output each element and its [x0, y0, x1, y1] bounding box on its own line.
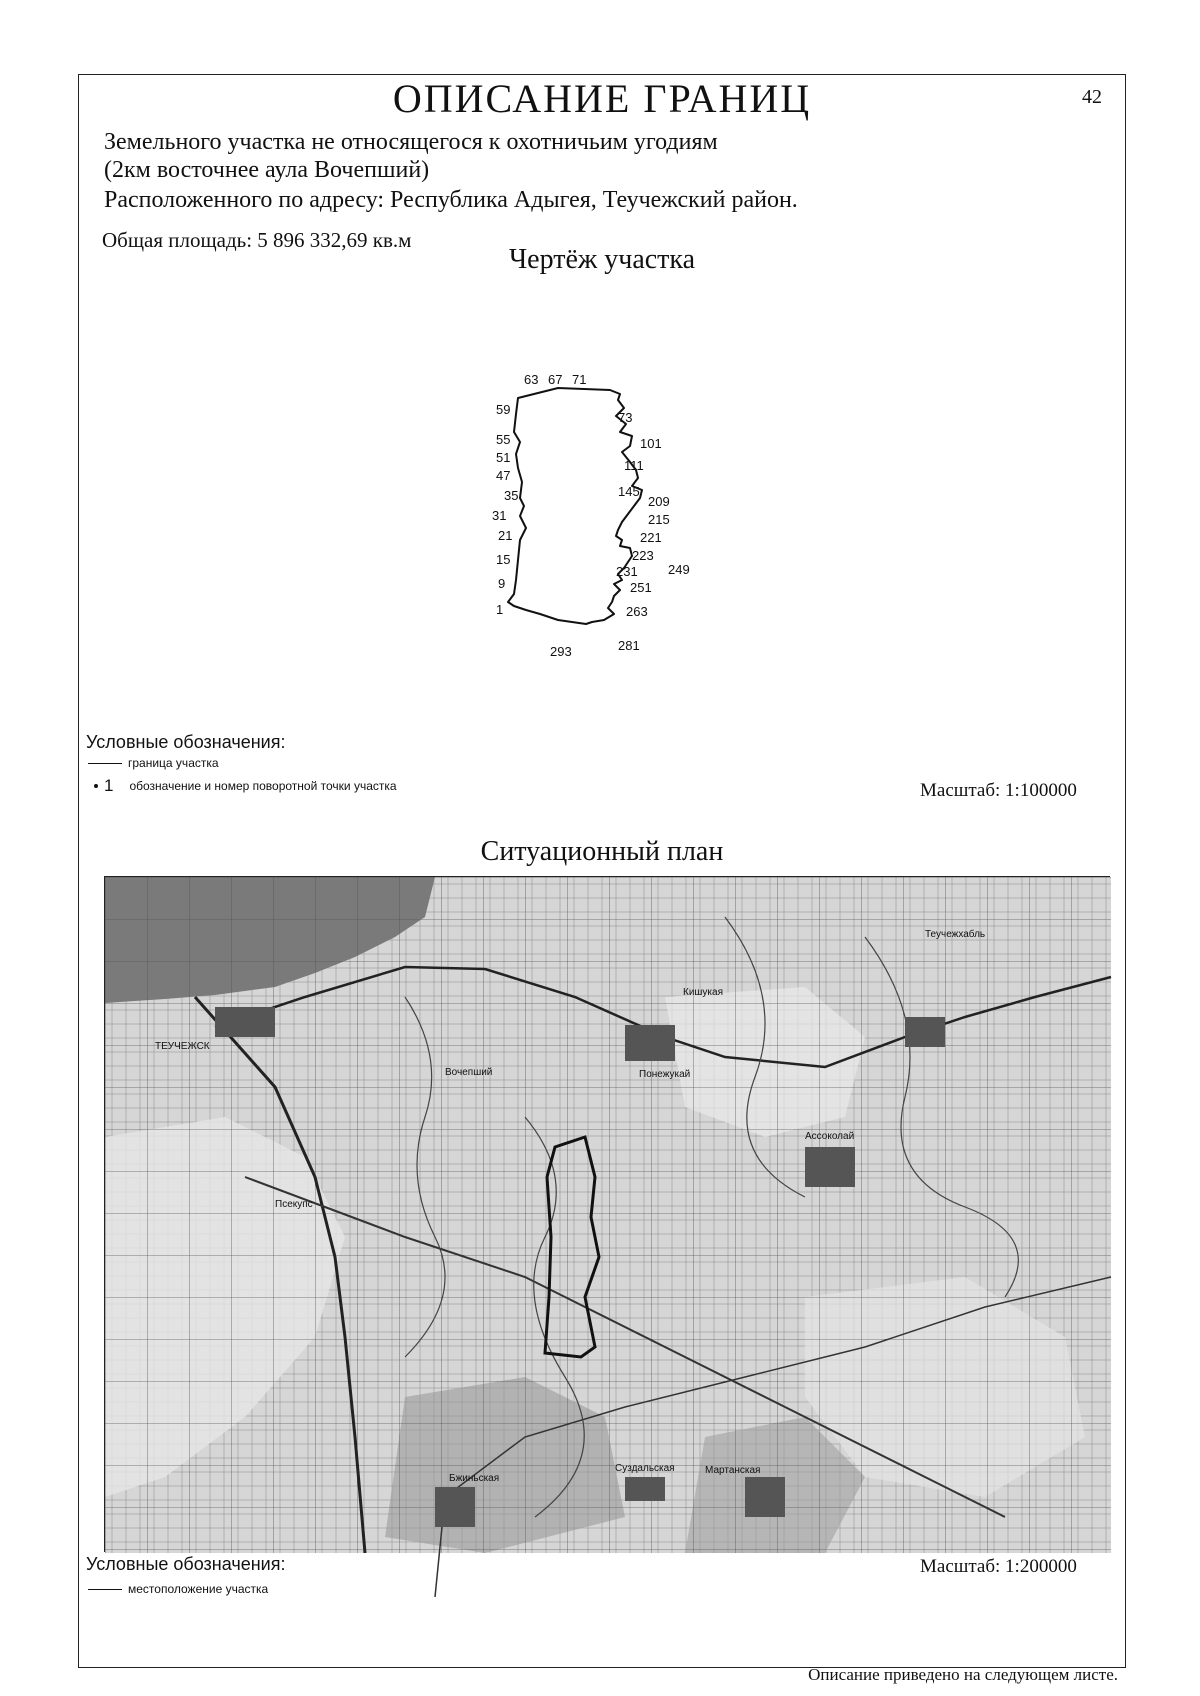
- situation-map: [104, 876, 1110, 1552]
- map-label-martanskaya: Мартанская: [705, 1465, 761, 1476]
- point-label-71: 71: [572, 372, 587, 387]
- point-label-101: 101: [640, 436, 662, 451]
- map-label-bzhinskaya: Бжиньская: [449, 1473, 500, 1484]
- page-title: ОПИСАНИЕ ГРАНИЦ: [392, 76, 812, 121]
- map-label-suzdalskaya: Суздальская: [615, 1463, 675, 1474]
- legend-boundary: [88, 756, 219, 770]
- settlement-teuchezhkhabl: [905, 1017, 945, 1047]
- point-label-111: 111: [624, 458, 644, 473]
- legend-point-label: обозначение и номер поворотной точки участка: [129, 779, 397, 793]
- point-label-67: 67: [548, 372, 563, 387]
- drawing-legend-title: Условные обозначения:: [86, 732, 286, 752]
- situation-map-drawing: [105, 877, 1111, 1553]
- map-label-kishukay: Кишукая: [683, 987, 724, 998]
- point-label-55: 55: [496, 432, 511, 447]
- point-label-209: 209: [648, 494, 670, 509]
- map-label-teuchezhkhabl: Теучежхабль: [925, 929, 986, 940]
- point-label-281: 281: [618, 638, 640, 653]
- point-label-221: 221: [640, 530, 662, 545]
- point-label-263: 263: [626, 604, 648, 619]
- parcel-area: Общая площадь: 5 896 332,69 кв.м: [102, 228, 412, 252]
- map-legend-title: Условные обозначения:: [86, 1554, 286, 1574]
- point-label-73: 73: [618, 410, 633, 425]
- point-label-215: 215: [648, 512, 670, 527]
- point-label-15: 15: [496, 552, 511, 567]
- situation-plan-heading: Ситуационный план: [480, 836, 724, 867]
- point-label-21: 21: [498, 528, 513, 543]
- point-label-63: 63: [524, 372, 539, 387]
- settlement-martanskaya: [745, 1477, 785, 1517]
- map-label-psekups: Псекупс: [275, 1199, 313, 1210]
- point-label-59: 59: [496, 402, 511, 417]
- settlement-ponezhukay: [625, 1025, 675, 1061]
- legend-boundary-label: граница участка: [128, 756, 219, 770]
- legend-location: [88, 1582, 268, 1596]
- legend-point-number: 1: [104, 776, 114, 795]
- drawing-heading: Чертёж участка: [508, 244, 696, 275]
- point-label-145: 145: [618, 484, 640, 499]
- map-grid: [105, 877, 1111, 1553]
- footer-note: Описание приведено на следующем листе.: [808, 1665, 1118, 1684]
- drawing-scale: Масштаб: 1:100000: [920, 780, 1077, 801]
- point-label-51: 51: [496, 450, 511, 465]
- point-label-31: 31: [492, 508, 507, 523]
- settlement-bzhinskaya: [435, 1487, 475, 1527]
- settlement-suzdalskaya: [625, 1477, 665, 1501]
- point-label-47: 47: [496, 468, 511, 483]
- point-label-249: 249: [668, 562, 690, 577]
- point-dot-icon: [94, 784, 98, 788]
- boundary-line-icon: [88, 763, 122, 764]
- settlement-assokolay: [805, 1147, 855, 1187]
- point-label-251: 251: [630, 580, 652, 595]
- location-line-icon: [88, 1589, 122, 1590]
- map-label-teuchezhsk: ТЕУЧЕЖСК: [155, 1041, 210, 1052]
- point-label-1: 1: [496, 602, 504, 617]
- point-label-223: 223: [632, 548, 654, 563]
- parcel-address: Расположенного по адресу: Республика Адыгея, Теучежский район.: [104, 187, 798, 213]
- point-label-9: 9: [498, 576, 506, 591]
- legend-location-label: местоположение участка: [128, 1582, 269, 1596]
- point-label-231: 231: [616, 564, 638, 579]
- point-label-293: 293: [550, 644, 572, 659]
- map-scale: Масштаб: 1:200000: [920, 1556, 1077, 1577]
- parcel-description-line-1: Земельного участка не относящегося к охотничьим угодиям: [104, 129, 718, 155]
- map-label-assokolay: Ассоколай: [805, 1131, 855, 1142]
- page-number: 42: [1082, 86, 1102, 108]
- parcel-description-line-2: (2км восточнее аула Вочепший): [104, 157, 430, 183]
- map-label-vochepshiy: Вочепший: [445, 1067, 493, 1078]
- settlement-teuchezhsk: [215, 1007, 275, 1037]
- map-label-ponezhukay: Понежукай: [639, 1069, 691, 1080]
- parcel-drawing: [492, 370, 720, 660]
- legend-point: [88, 776, 397, 796]
- point-label-35: 35: [504, 488, 519, 503]
